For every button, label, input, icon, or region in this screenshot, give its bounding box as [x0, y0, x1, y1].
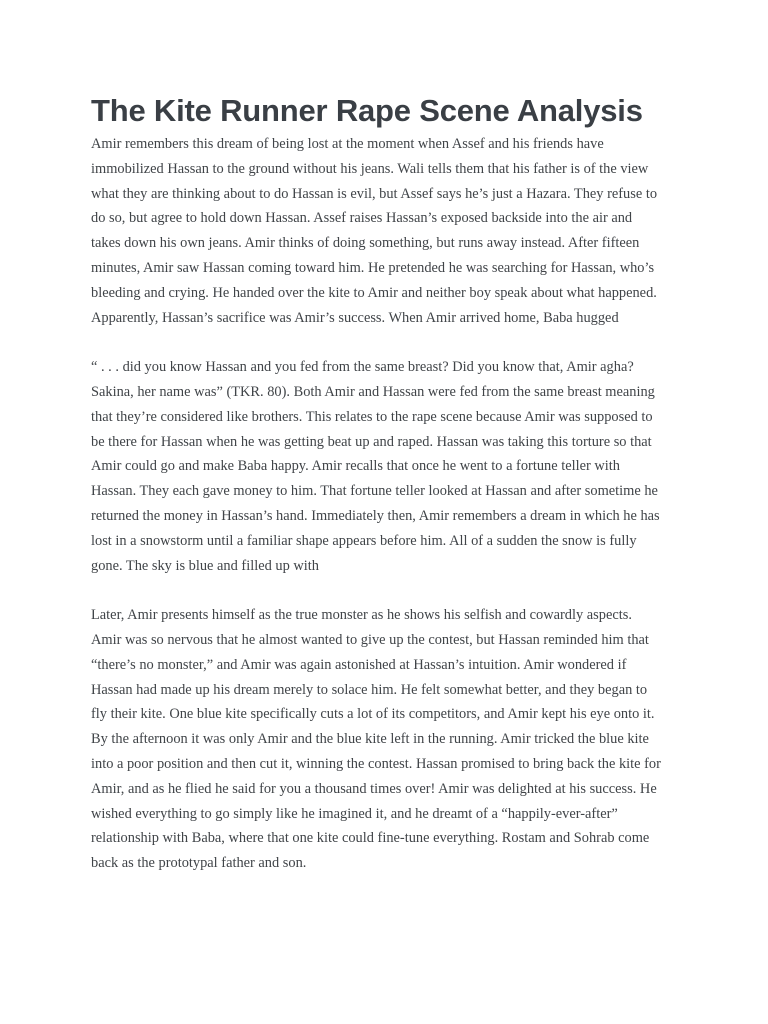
- document-title: The Kite Runner Rape Scene Analysis: [91, 93, 643, 128]
- paragraph-line: minutes, Amir saw Hassan coming toward him. He pretended he was searching for Hassan, who’s: [91, 259, 655, 276]
- paragraph-line: Hassan. They each gave money to him. That fortune teller looked at Hassan and after sometime he: [91, 483, 658, 500]
- paragraph-line: be there for Hassan when he was getting beat up and raped. Hassan was taking this torture so that: [91, 433, 652, 450]
- paragraph-line: Amir could go and make Baba happy. Amir recalls that once he went to a fortune teller with: [91, 458, 620, 475]
- paragraph-line: returned the money in Hassan’s hand. Immediately then, Amir remembers a dream in which he has: [91, 507, 660, 524]
- paragraph-line: Hassan had made up his dream merely to solace him. He felt somewhat better, and they began to: [91, 681, 648, 698]
- paragraph-line: wished everything to go simply like he imagined it, and he dreamt of a “happily-ever-after”: [91, 805, 618, 822]
- document-page: [91, 91, 683, 876]
- paragraph-line: relationship with Baba, where that one kite could fine-tune everything. Rostam and Sohrab come: [91, 830, 650, 847]
- paragraph-spacer: [91, 330, 683, 355]
- paragraph-line: bleeding and crying. He handed over the kite to Amir and neither boy speak about what happened.: [91, 284, 657, 301]
- paragraph-line: gone. The sky is blue and filled up with: [91, 557, 319, 574]
- paragraph-line: fly their kite. One blue kite specifically cuts a lot of its competitors, and Amir kept his eye onto it.: [91, 706, 655, 723]
- paragraph-line: into a poor position and then cut it, winning the contest. Hassan promised to bring back the kite for: [91, 755, 661, 772]
- paragraph-line: “there’s no monster,” and Amir was again astonished at Hassan’s intuition. Amir wondered if: [91, 656, 627, 673]
- paragraph-line: back as the prototypal father and son.: [91, 855, 307, 872]
- paragraph-line: Amir remembers this dream of being lost at the moment when Assef and his friends have: [91, 136, 604, 152]
- paragraph-line: Amir was so nervous that he almost wanted to give up the contest, but Hassan reminded him that: [91, 631, 649, 648]
- paragraph-line: Amir, and as he flied he said for you a thousand times over! Amir was delighted at his success. He: [91, 780, 657, 797]
- paragraph-line: what they are thinking about to do Hassan is evil, but Assef says he’s just a Hazara. They refuse to: [91, 185, 658, 202]
- paragraph-line: takes down his own jeans. Amir thinks of doing something, but runs away instead. After fifteen: [91, 235, 640, 252]
- paragraph-line: By the afternoon it was only Amir and the blue kite left in the running. Amir tricked the blue kite: [91, 731, 649, 748]
- paragraph-line: Apparently, Hassan’s sacrifice was Amir’s success. When Amir arrived home, Baba hugged: [91, 309, 619, 326]
- paragraph-line: immobilized Hassan to the ground without his jeans. Wali tells them that his father is of the view: [91, 160, 649, 177]
- paragraph-line: lost in a snowstorm until a familiar shape appears before him. All of a sudden the snow is fully: [91, 532, 637, 549]
- paragraph-line: Later, Amir presents himself as the true monster as he shows his selfish and cowardly aspects.: [91, 607, 632, 624]
- paragraph-3: [91, 603, 683, 876]
- paragraph-1: [91, 132, 683, 330]
- paragraph-line: “ . . . did you know Hassan and you fed from the same breast? Did you know that, Amir agha?: [91, 359, 634, 376]
- paragraph-spacer: [91, 578, 683, 603]
- paragraph-2: [91, 355, 683, 578]
- paragraph-line: Sakina, her name was” (TKR. 80). Both Amir and Hassan were fed from the same breast meaning: [91, 383, 655, 400]
- paragraph-line: that they’re considered like brothers. This relates to the rape scene because Amir was supposed to: [91, 408, 653, 425]
- paragraph-line: do so, but agree to hold down Hassan. Assef raises Hassan’s exposed backside into the air and: [91, 210, 633, 227]
